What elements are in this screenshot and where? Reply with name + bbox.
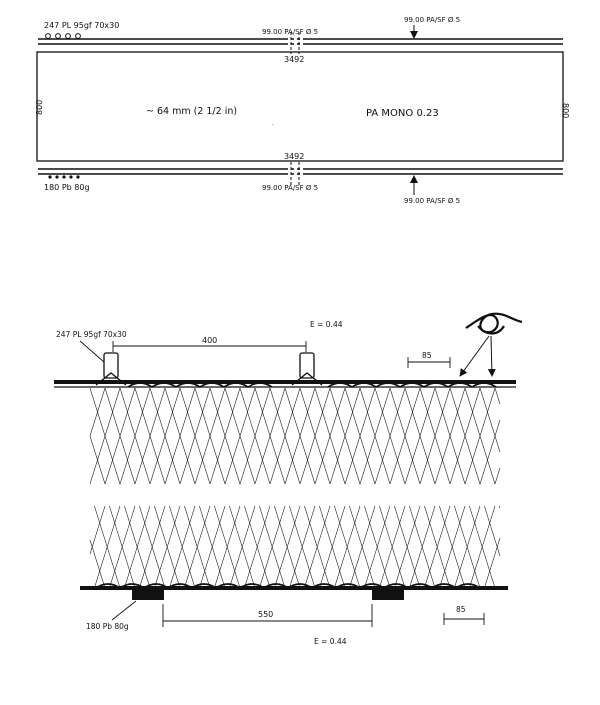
length-bottom-label: 3492: [284, 152, 305, 161]
top-headrope-label: 99.00 PA/SF Ø 5: [262, 28, 319, 36]
sinker-2: [372, 586, 404, 600]
depth-left-label: 800: [35, 99, 44, 115]
knot-icon: [466, 314, 522, 334]
mesh-lower: [90, 506, 500, 588]
detail-sinker-spec: 180 Pb 80g: [86, 622, 129, 631]
bottom-sinker-spec: 180 Pb 80g: [44, 183, 90, 192]
netting-panel: [37, 52, 563, 161]
net-plan-view: [35, 16, 570, 205]
float-spacing-label: 400: [202, 336, 218, 345]
hanging-ratio-bottom: E = 0.44: [314, 637, 347, 646]
top-headrope-right-label: 99.00 PA/SF Ø 5: [404, 16, 461, 24]
bottom-footrope-label: 99.00 PA/SF Ø 5: [262, 184, 319, 192]
netting-material-label: PA MONO 0.23: [366, 108, 439, 119]
mesh-upper: [90, 388, 500, 484]
knot-pointer-1: [460, 336, 489, 376]
length-top-label: 3492: [284, 55, 305, 64]
depth-right-label: 800: [561, 103, 570, 119]
detail-float-spec: 247 PL 95gf 70x30: [56, 330, 127, 339]
knot-interval-bottom-label: 85: [456, 605, 466, 614]
bottom-footrope-right-label: 99.00 PA/SF Ø 5: [404, 197, 461, 205]
float-spec-leader: [80, 341, 104, 362]
headrope: [38, 39, 563, 44]
knot-interval-bottom-dimension: [444, 613, 484, 625]
sinker-spacing-label: 550: [258, 610, 274, 619]
top-float-spec: 247 PL 95gf 70x30: [44, 21, 120, 30]
knot-pointer-2: [491, 336, 492, 376]
center-mark: ·: [272, 122, 274, 129]
hanging-ratio-top: E = 0.44: [310, 320, 343, 329]
knot-interval-top-label: 85: [422, 351, 432, 360]
sinker-1: [132, 586, 164, 600]
sinker-spec-leader: [112, 601, 136, 620]
sinker-markers: [48, 175, 79, 178]
footrope: [38, 169, 563, 174]
float-markers: [46, 34, 81, 39]
mesh-size-label: ~ 64 mm (2 1/2 in): [146, 106, 238, 117]
rigging-detail-view: [54, 314, 522, 646]
